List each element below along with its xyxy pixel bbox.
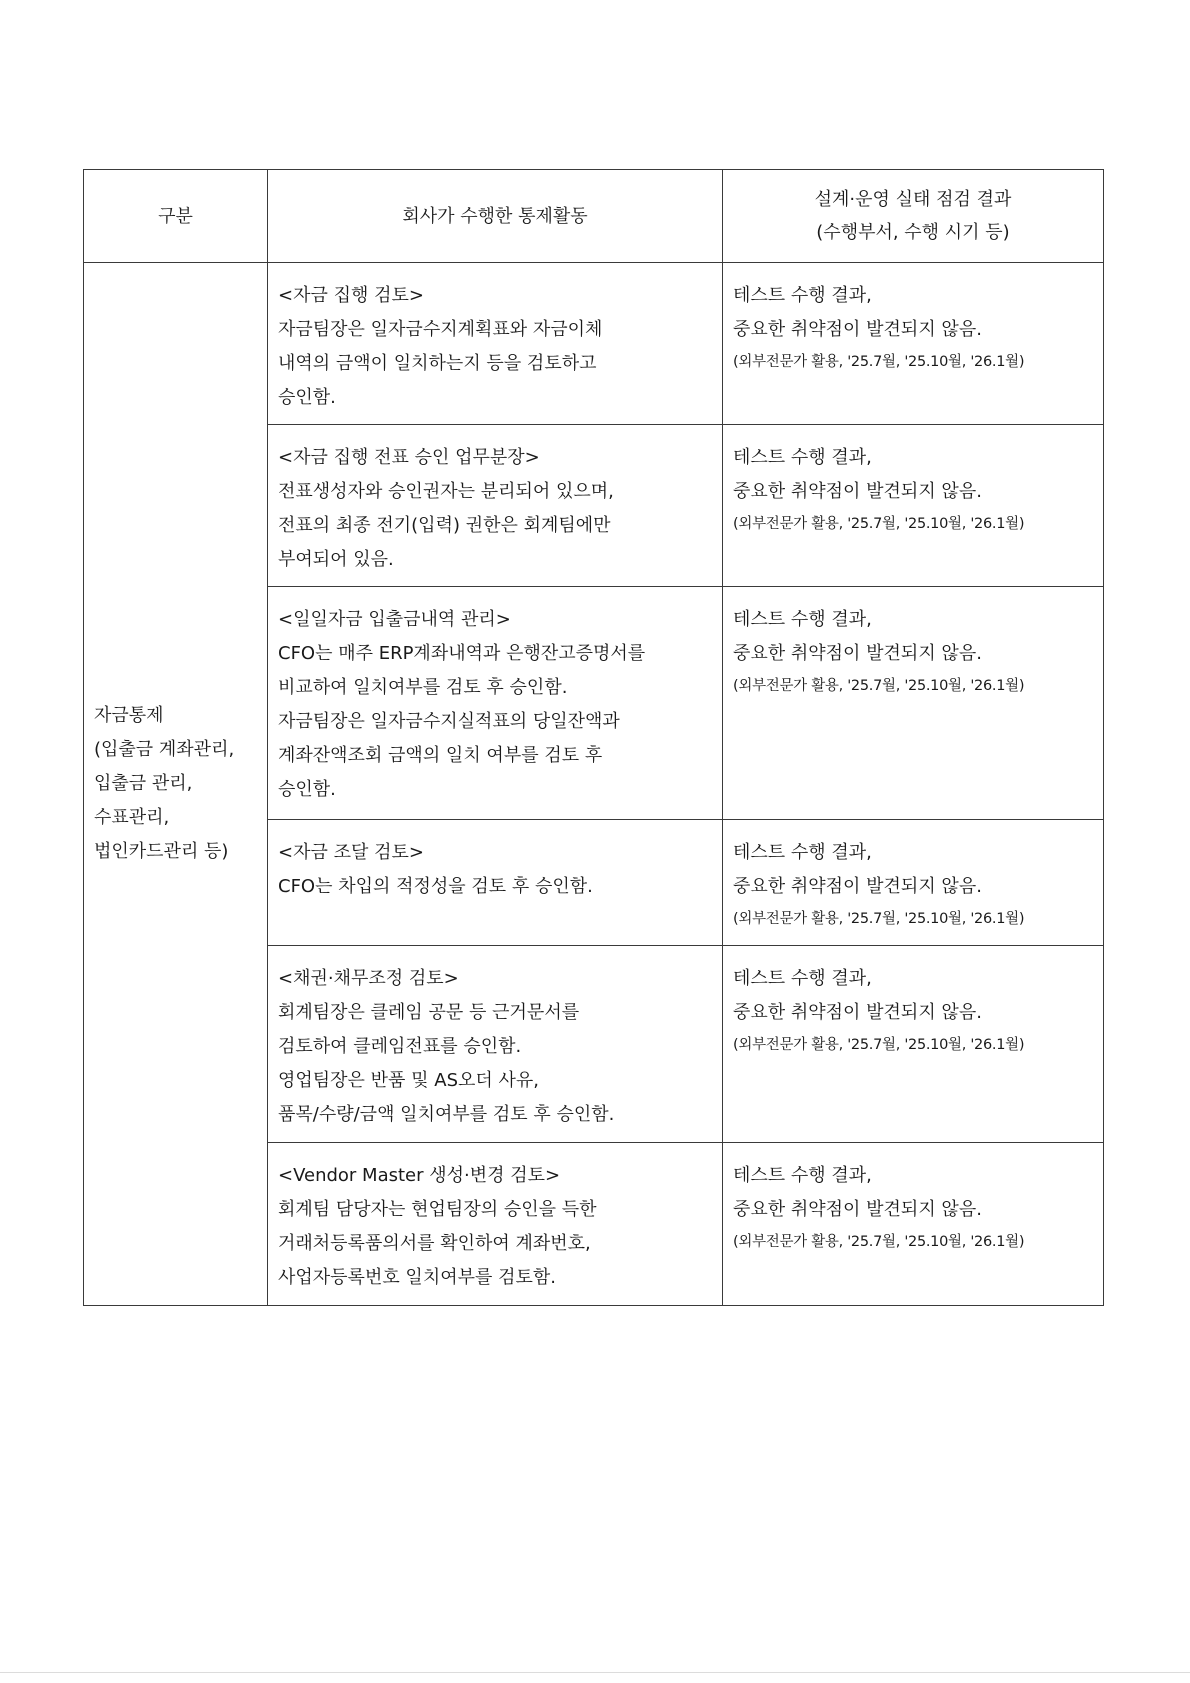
activity-cell: <Vendor Master 생성·변경 검토> 회계팀 담당자는 현업팀장의 승인을 득한 거래처등록품의서를 확인하여 계좌번호, 사업자등록번호 일치여부를 검토함.: [268, 1143, 723, 1306]
category-cell: 자금통제 (입출금 계좌관리, 입출금 관리, 수표관리, 법인카드관리 등): [84, 263, 268, 1306]
result-cell: 테스트 수행 결과, 중요한 취약점이 발견되지 않음. (외부전문가 활용, '25.7월, '25.10월, '26.1월): [723, 263, 1104, 425]
activity-cell: <채권·채무조정 검토> 회계팀장은 클레임 공문 등 근거문서를 검토하여 클레임전표를 승인함. 영업팀장은 반품 및 AS오더 사유, 품목/수량/금액 일치여부를 검토 후 승인함.: [268, 946, 723, 1143]
result-cell: 테스트 수행 결과, 중요한 취약점이 발견되지 않음. (외부전문가 활용, '25.7월, '25.10월, '26.1월): [723, 1143, 1104, 1306]
header-category: 구분: [84, 170, 268, 263]
activity-cell: <자금 집행 전표 승인 업무분장> 전표생성자와 승인권자는 분리되어 있으며, 전표의 최종 전기(입력) 권한은 회계팀에만 부여되어 있음.: [268, 425, 723, 587]
scan-edge-line: [0, 1672, 1190, 1673]
activity-cell: <자금 집행 검토> 자금팀장은 일자금수지계획표와 자금이체 내역의 금액이 일치하는지 등을 검토하고 승인함.: [268, 263, 723, 425]
header-control-activity: 회사가 수행한 통제활동: [268, 170, 723, 263]
activity-cell: <일일자금 입출금내역 관리> CFO는 매주 ERP계좌내역과 은행잔고증명서를 비교하여 일치여부를 검토 후 승인함. 자금팀장은 일자금수지실적표의 당일잔액과 계좌잔액조회 금액의 일치 여부를 검토 후 승인함.: [268, 587, 723, 820]
result-cell: 테스트 수행 결과, 중요한 취약점이 발견되지 않음. (외부전문가 활용, '25.7월, '25.10월, '26.1월): [723, 820, 1104, 946]
result-cell: 테스트 수행 결과, 중요한 취약점이 발견되지 않음. (외부전문가 활용, '25.7월, '25.10월, '26.1월): [723, 425, 1104, 587]
table-header-row: [84, 170, 1104, 263]
control-activity-table: [83, 169, 1104, 1306]
result-cell: 테스트 수행 결과, 중요한 취약점이 발견되지 않음. (외부전문가 활용, '25.7월, '25.10월, '26.1월): [723, 946, 1104, 1143]
table-row: [84, 263, 1104, 425]
result-cell: 테스트 수행 결과, 중요한 취약점이 발견되지 않음. (외부전문가 활용, '25.7월, '25.10월, '26.1월): [723, 587, 1104, 820]
header-inspection-result: 설계·운영 실태 점검 결과 (수행부서, 수행 시기 등): [723, 170, 1104, 263]
activity-cell: <자금 조달 검토> CFO는 차입의 적정성을 검토 후 승인함.: [268, 820, 723, 946]
